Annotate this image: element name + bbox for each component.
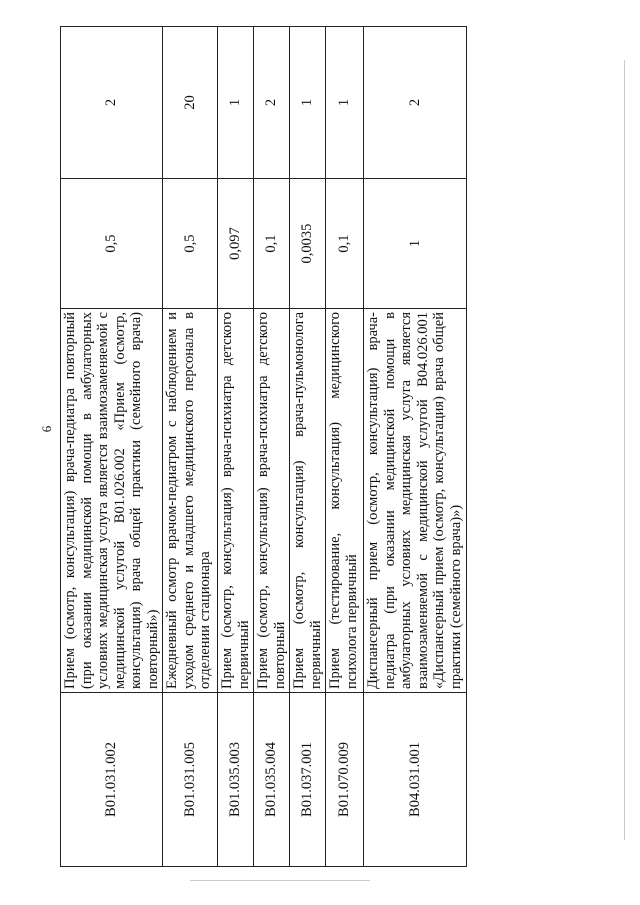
table-row: [254, 27, 290, 867]
service-code: B01.070.009: [326, 693, 364, 867]
service-code: B04.031.001: [364, 693, 467, 867]
frequency-coefficient: 1: [364, 179, 467, 309]
frequency-coefficient: 0,097: [218, 179, 254, 309]
table-row: [61, 27, 163, 867]
service-code: B01.037.001: [290, 693, 326, 867]
frequency-coefficient: 0,5: [61, 179, 163, 309]
service-name: Прием (осмотр, консультация) врача-пульмонолога первичный: [290, 309, 326, 693]
frequency-coefficient: 0,1: [254, 179, 290, 309]
table-row: [364, 27, 467, 867]
table-row: [290, 27, 326, 867]
table-row: [326, 27, 364, 867]
service-code: B01.031.002: [61, 693, 163, 867]
services-table: [60, 26, 467, 867]
multiplicity: 1: [326, 27, 364, 179]
service-name: Прием (осмотр, консультация) врача-педиатра повторный (при оказании медицинской помощи в амбулаторных условиях медицинская услуга является взаимозаменяемой с медицинской услугой B01.026.002 «Прием (осмотр, консультация) врача общей практики (семейного врача) повторный»): [61, 309, 163, 693]
table-row: [163, 27, 218, 867]
multiplicity: 20: [163, 27, 218, 179]
service-name: Прием (тестирование, консультация) медицинского психолога первичный: [326, 309, 364, 693]
frequency-coefficient: 0,5: [163, 179, 218, 309]
table-row: [218, 27, 254, 867]
services-table-rotated: [60, 27, 640, 867]
service-code: B01.035.004: [254, 693, 290, 867]
multiplicity: 1: [290, 27, 326, 179]
page-number: 6: [39, 425, 54, 433]
service-code: B01.035.003: [218, 693, 254, 867]
multiplicity: 2: [254, 27, 290, 179]
service-name: Прием (осмотр, консультация) врача-психиатра детского первичный: [218, 309, 254, 693]
frequency-coefficient: 0,1: [326, 179, 364, 309]
service-code: B01.031.005: [163, 693, 218, 867]
multiplicity: 2: [364, 27, 467, 179]
service-name: Ежедневный осмотр врачом-педиатром с наблюдением и уходом среднего и младшего медицинского персонала в отделении стационара: [163, 309, 218, 693]
scan-artifact-line: [190, 880, 370, 881]
service-name: Диспансерный прием (осмотр, консультация) врача-педиатра (при оказании медицинской помощи в амбулаторных условиях медицинская услуга является взаимозаменяемой с медицинской услугой B04.026.001 «Диспансерный прием (осмотр, консультация) врача общей практики (семейного врача)»): [364, 309, 467, 693]
frequency-coefficient: 0,0035: [290, 179, 326, 309]
multiplicity: 1: [218, 27, 254, 179]
multiplicity: 2: [61, 27, 163, 179]
service-name: Прием (осмотр, консультация) врача-психиатра детского повторный: [254, 309, 290, 693]
